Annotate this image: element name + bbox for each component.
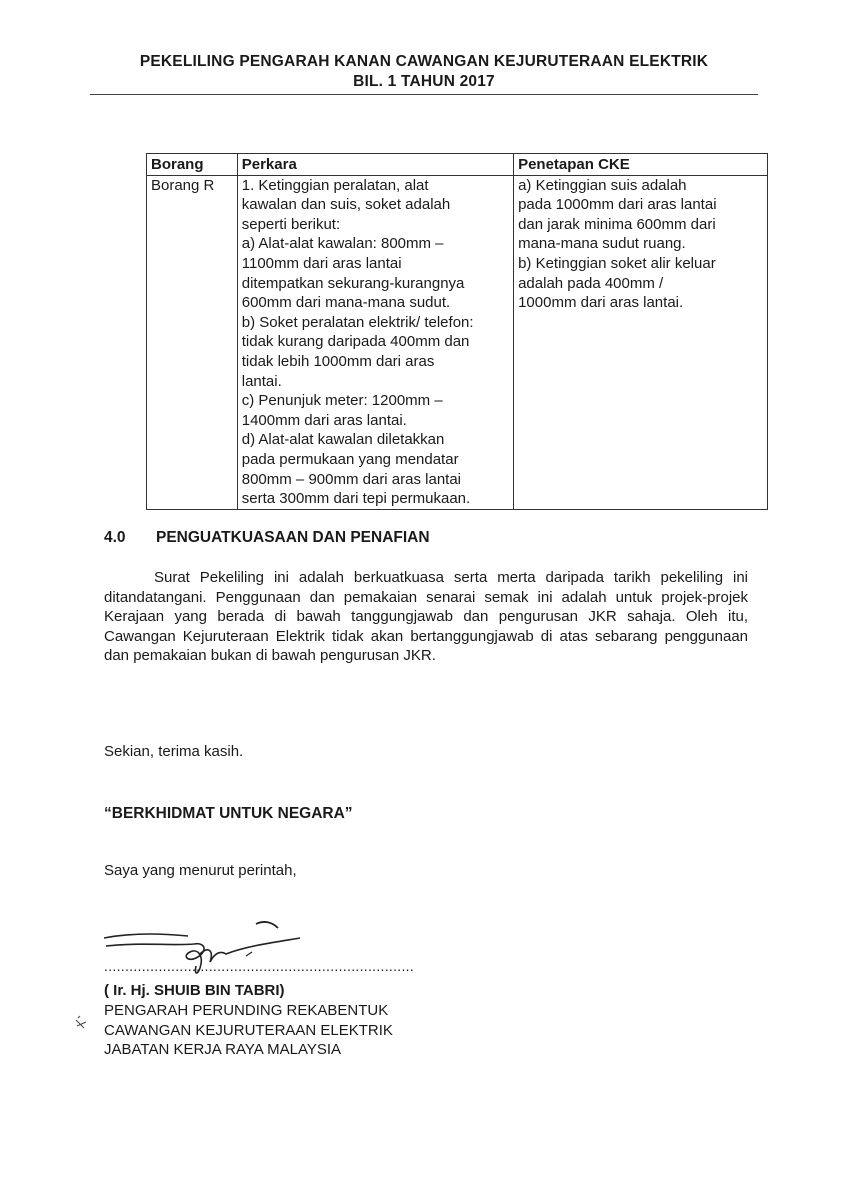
document-header xyxy=(90,52,758,92)
perkara-line: seperti berikut: xyxy=(241,215,341,233)
penetapan-line: adalah pada 400mm / xyxy=(518,274,664,292)
signoff-text: Saya yang menurut perintah, xyxy=(104,862,297,879)
header-perkara: Perkara xyxy=(237,154,513,176)
perkara-line: kawalan dan suis, soket adalah xyxy=(241,196,451,214)
position-line: JABATAN KERJA RAYA MALAYSIA xyxy=(104,1041,342,1058)
perkara-line: c) Penunjuk meter: 1200mm – xyxy=(241,392,443,410)
perkara-line: tidak lebih 1000mm dari aras xyxy=(241,352,435,370)
perkara-line: a) Alat-alat kawalan: 800mm – xyxy=(241,235,444,253)
signature-line: .......................................................................... xyxy=(104,958,415,974)
perkara-line: serta 300mm dari tepi permukaan. xyxy=(241,490,471,508)
header-subtitle: BIL. 1 TAHUN 2017 xyxy=(353,73,495,90)
closing-text: Sekian, terima kasih. xyxy=(104,743,244,760)
penetapan-line: mana-mana sudut ruang. xyxy=(518,235,686,253)
initial-mark xyxy=(74,1014,92,1034)
signatory-position xyxy=(104,1001,393,1060)
perkara-line: 1400mm dari aras lantai. xyxy=(241,411,407,429)
header-borang: Borang xyxy=(147,154,238,176)
header-penetapan: Penetapan CKE xyxy=(514,154,768,176)
cell-penetapan xyxy=(514,175,768,509)
cell-perkara xyxy=(237,175,513,509)
perkara-line: ditempatkan sekurang-kurangnya xyxy=(241,274,465,292)
perkara-line: pada permukaan yang mendatar xyxy=(241,450,459,468)
position-line: PENGARAH PERUNDING REKABENTUK xyxy=(104,1002,389,1019)
penetapan-line: dan jarak minima 600mm dari xyxy=(518,215,716,233)
penetapan-line: b) Ketinggian soket alir keluar xyxy=(518,254,716,272)
cell-borang: Borang R xyxy=(147,175,238,509)
perkara-line: 600mm dari mana-mana sudut. xyxy=(241,294,451,312)
penetapan-line: 1000mm dari aras lantai. xyxy=(518,294,684,312)
perkara-line: 1. Ketinggian peralatan, alat xyxy=(241,176,429,194)
perkara-line: tidak kurang daripada 400mm dan xyxy=(241,333,470,351)
signatory-name: ( Ir. Hj. SHUIB BIN TABRI) xyxy=(104,982,285,999)
motto: “BERKHIDMAT UNTUK NEGARA” xyxy=(104,805,353,822)
table-row xyxy=(147,175,768,509)
header-rule xyxy=(90,94,758,95)
header-title: PEKELILING PENGARAH KANAN CAWANGAN KEJURUTERAAN ELEKTRIK xyxy=(139,53,709,70)
perkara-line: lantai. xyxy=(241,372,282,390)
perkara-line: b) Soket peralatan elektrik/ telefon: xyxy=(241,313,474,331)
position-line: CAWANGAN KEJURUTERAAN ELEKTRIK xyxy=(104,1021,393,1039)
section-title: PENGUATKUASAAN DAN PENAFIAN xyxy=(156,529,430,546)
section-heading xyxy=(104,529,430,547)
table-header-row xyxy=(147,154,768,176)
perkara-line: 800mm – 900mm dari aras lantai xyxy=(241,470,462,488)
section-number: 4.0 xyxy=(104,529,126,546)
checklist-table xyxy=(146,153,768,510)
perkara-line: d) Alat-alat kawalan diletakkan xyxy=(241,431,445,449)
penetapan-line: pada 1000mm dari aras lantai xyxy=(518,196,717,214)
penetapan-line: a) Ketinggian suis adalah xyxy=(518,176,687,194)
section-paragraph: Surat Pekeliling ini adalah berkuatkuasa serta merta daripada tarikh pekeliling ini ditandatangani. Penggunaan dan pemakaian senarai semak ini adalah untuk projek-projek Kerajaan yang berada di bawah tanggungjawab dan pengurusan JKR sahaja. Oleh itu, Cawangan Kejuruteraan Elektrik tidak akan bertanggungjawab di atas sebarang penggunaan dan pemakaian bukan di bawah pengurusan JKR. xyxy=(104,569,748,664)
perkara-line: 1100mm dari aras lantai xyxy=(241,254,402,272)
